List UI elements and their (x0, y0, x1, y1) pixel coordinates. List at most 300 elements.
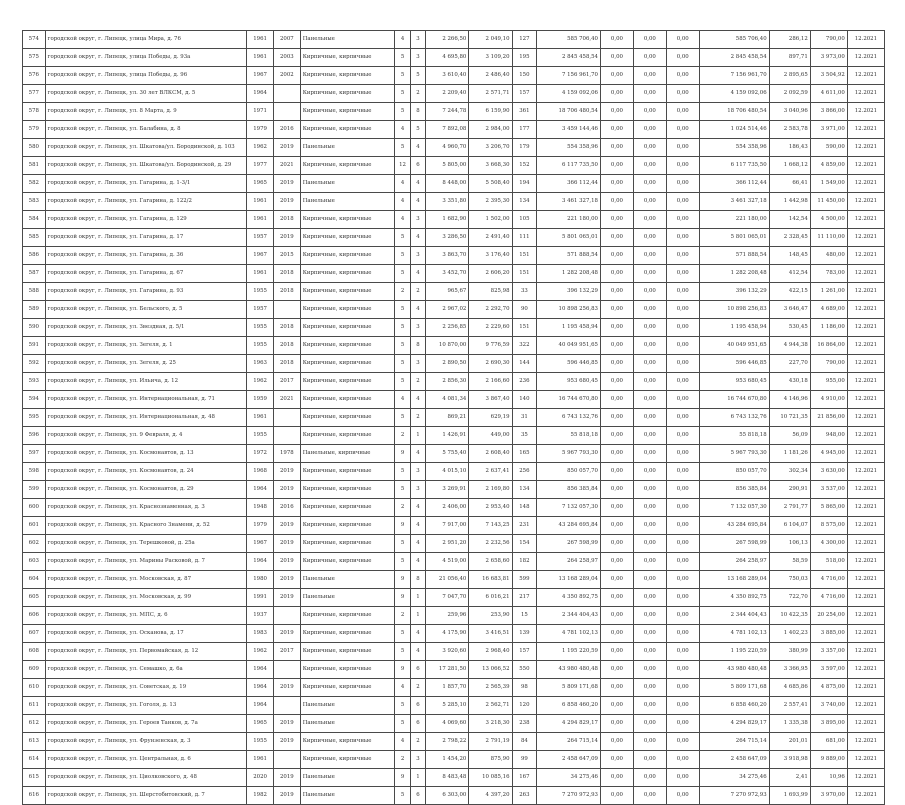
cell-year-repair: 2021 (273, 391, 300, 409)
cell-cost-per-sqm: 3 366,95 (769, 661, 810, 679)
cell-cost-per-sqm: 1 442,98 (769, 193, 810, 211)
cell-budget-cost: 0,00 (633, 85, 666, 103)
cell-local-cost: 0,00 (666, 139, 699, 157)
table-row (23, 175, 885, 193)
cell-row-number: 595 (23, 409, 46, 427)
cell-floors: 2 (395, 283, 410, 301)
cell-living-area: 2 606,20 (469, 265, 512, 283)
cell-year-built: 1980 (247, 571, 274, 589)
cell-year-repair: 2019 (273, 733, 300, 751)
cell-wall-material: Кирпичные, кирпичные (300, 211, 395, 229)
cell-completion-date: 12.2021 (847, 733, 884, 751)
cell-living-area: 2 658,60 (469, 553, 512, 571)
cell-address: городской округ, г. Липецк, ул. Семашко, д. 6а (45, 661, 247, 679)
cell-floors: 9 (395, 769, 410, 787)
cell-year-built: 1977 (247, 157, 274, 175)
cell-completion-date: 12.2021 (847, 607, 884, 625)
cell-address: городской округ, г. Липецк, ул. Интернациональная, д. 71 (45, 391, 247, 409)
cell-wall-material: Кирпичные, кирпичные (300, 355, 395, 373)
cell-row-number: 574 (23, 31, 46, 49)
cell-fund-cost: 0,00 (600, 661, 633, 679)
cell-wall-material: Кирпичные, кирпичные (300, 373, 395, 391)
cell-local-cost: 0,00 (666, 157, 699, 175)
cell-cost-per-sqm: 1 402,23 (769, 625, 810, 643)
cell-budget-cost: 0,00 (633, 121, 666, 139)
cell-living-area: 2 229,60 (469, 319, 512, 337)
cell-year-repair: 2019 (273, 481, 300, 499)
cell-row-number: 606 (23, 607, 46, 625)
cell-row-number: 607 (23, 625, 46, 643)
cell-year-repair: 2018 (273, 211, 300, 229)
cell-completion-date: 12.2021 (847, 787, 884, 805)
cell-row-number: 591 (23, 337, 46, 355)
cell-fund-cost: 0,00 (600, 553, 633, 571)
cell-wall-material: Кирпичные, кирпичные (300, 679, 395, 697)
cell-total-area: 2 798,22 (426, 733, 469, 751)
cell-budget-cost: 0,00 (633, 661, 666, 679)
cell-total-cost: 5 967 793,30 (537, 445, 601, 463)
cell-row-number: 613 (23, 733, 46, 751)
cell-total-area: 8 483,48 (426, 769, 469, 787)
cell-total-cost: 6 858 460,20 (537, 697, 601, 715)
cell-floors: 4 (395, 121, 410, 139)
cell-entrances: 4 (410, 535, 425, 553)
cell-fund-cost: 0,00 (600, 301, 633, 319)
cell-address: городской округ, г. Липецк, ул. Красного Знамени, д. 52 (45, 517, 247, 535)
cell-local-cost: 0,00 (666, 337, 699, 355)
cell-local-cost: 0,00 (666, 103, 699, 121)
cell-budget-cost: 0,00 (633, 589, 666, 607)
cell-total-cost: 7 270 972,93 (537, 787, 601, 805)
cell-completion-date: 12.2021 (847, 517, 884, 535)
cell-residents: 99 (512, 751, 537, 769)
cell-completion-date: 12.2021 (847, 553, 884, 571)
cell-fund-cost: 0,00 (600, 409, 633, 427)
cell-address: городской округ, г. Липецк, ул. МПС, д. 6 (45, 607, 247, 625)
table-row (23, 769, 885, 787)
cell-address: городской округ, г. Липецк, ул. Ильича, д. 12 (45, 373, 247, 391)
cell-total-area: 965,67 (426, 283, 469, 301)
cell-completion-date: 12.2021 (847, 139, 884, 157)
cell-total-cost: 1 195 220,59 (537, 643, 601, 661)
cell-residents: 151 (512, 265, 537, 283)
cell-living-area: 4 397,20 (469, 787, 512, 805)
cell-total-cost: 4 781 102,13 (537, 625, 601, 643)
cell-living-area: 2 232,56 (469, 535, 512, 553)
cell-year-built: 1982 (247, 787, 274, 805)
cell-floors: 2 (395, 427, 410, 445)
cell-owners-cost: 4 294 829,17 (699, 715, 769, 733)
cell-wall-material: Кирпичные, кирпичные (300, 409, 395, 427)
cell-wall-material: Кирпичные, кирпичные (300, 283, 395, 301)
cell-living-area: 2 166,60 (469, 373, 512, 391)
table-row (23, 85, 885, 103)
cell-budget-cost: 0,00 (633, 697, 666, 715)
cell-entrances: 8 (410, 103, 425, 121)
cell-residents: 151 (512, 319, 537, 337)
cell-limit-cost: 4 689,00 (810, 301, 847, 319)
cell-total-area: 3 286,50 (426, 229, 469, 247)
cell-living-area: 13 066,52 (469, 661, 512, 679)
cell-total-cost: 5 801 065,01 (537, 229, 601, 247)
cell-cost-per-sqm: 106,13 (769, 535, 810, 553)
cell-residents: 140 (512, 391, 537, 409)
cell-wall-material: Панельные (300, 571, 395, 589)
cell-total-area: 5 805,00 (426, 157, 469, 175)
cell-cost-per-sqm: 3 646,47 (769, 301, 810, 319)
cell-cost-per-sqm: 1 181,26 (769, 445, 810, 463)
cell-total-cost: 4 350 892,75 (537, 589, 601, 607)
cell-living-area: 3 416,51 (469, 625, 512, 643)
cell-row-number: 589 (23, 301, 46, 319)
cell-limit-cost: 3 357,00 (810, 643, 847, 661)
cell-total-area: 4 519,00 (426, 553, 469, 571)
cell-owners-cost: 5 801 065,01 (699, 229, 769, 247)
cell-floors: 5 (395, 85, 410, 103)
cell-address: городской округ, г. Липецк, ул. 9 Февраля, д. 4 (45, 427, 247, 445)
cell-year-repair: 2015 (273, 247, 300, 265)
cell-completion-date: 12.2021 (847, 445, 884, 463)
cell-total-cost: 6 117 735,50 (537, 157, 601, 175)
cell-living-area: 3 668,30 (469, 157, 512, 175)
cell-fund-cost: 0,00 (600, 787, 633, 805)
cell-limit-cost: 3 597,00 (810, 661, 847, 679)
cell-row-number: 602 (23, 535, 46, 553)
cell-total-cost: 267 598,99 (537, 535, 601, 553)
cell-row-number: 601 (23, 517, 46, 535)
cell-limit-cost: 1 549,00 (810, 175, 847, 193)
cell-year-built: 1965 (247, 715, 274, 733)
cell-year-built: 1964 (247, 481, 274, 499)
cell-owners-cost: 4 159 092,06 (699, 85, 769, 103)
cell-total-area: 259,96 (426, 607, 469, 625)
cell-total-cost: 221 180,00 (537, 211, 601, 229)
cell-local-cost: 0,00 (666, 67, 699, 85)
cell-address: городской округ, г. Липецк, ул. Марины Расковой, д. 7 (45, 553, 247, 571)
cell-completion-date: 12.2021 (847, 67, 884, 85)
cell-floors: 5 (395, 409, 410, 427)
cell-residents: 182 (512, 553, 537, 571)
cell-year-repair: 2017 (273, 373, 300, 391)
cell-row-number: 579 (23, 121, 46, 139)
cell-total-cost: 850 057,70 (537, 463, 601, 481)
cell-floors: 5 (395, 301, 410, 319)
cell-owners-cost: 1 195 458,94 (699, 319, 769, 337)
cell-fund-cost: 0,00 (600, 193, 633, 211)
cell-fund-cost: 0,00 (600, 103, 633, 121)
cell-row-number: 598 (23, 463, 46, 481)
cell-cost-per-sqm: 1 693,99 (769, 787, 810, 805)
cell-total-area: 4 015,10 (426, 463, 469, 481)
housing-register-table (22, 30, 885, 805)
cell-fund-cost: 0,00 (600, 355, 633, 373)
cell-owners-cost: 18 706 480,54 (699, 103, 769, 121)
cell-row-number: 577 (23, 85, 46, 103)
cell-wall-material: Кирпичные, кирпичные (300, 337, 395, 355)
cell-year-repair (273, 697, 300, 715)
cell-living-area: 7 143,25 (469, 517, 512, 535)
cell-total-area: 4 069,60 (426, 715, 469, 733)
cell-total-cost: 55 818,18 (537, 427, 601, 445)
cell-total-area: 10 870,00 (426, 337, 469, 355)
cell-fund-cost: 0,00 (600, 121, 633, 139)
cell-row-number: 605 (23, 589, 46, 607)
table-row (23, 643, 885, 661)
cell-completion-date: 12.2021 (847, 193, 884, 211)
cell-cost-per-sqm: 201,01 (769, 733, 810, 751)
cell-wall-material: Кирпичные, кирпичные (300, 391, 395, 409)
cell-limit-cost: 3 973,00 (810, 49, 847, 67)
cell-floors: 5 (395, 643, 410, 661)
cell-year-built: 1964 (247, 661, 274, 679)
cell-residents: 231 (512, 517, 537, 535)
cell-fund-cost: 0,00 (600, 751, 633, 769)
cell-row-number: 581 (23, 157, 46, 175)
cell-local-cost: 0,00 (666, 553, 699, 571)
cell-fund-cost: 0,00 (600, 265, 633, 283)
cell-wall-material: Кирпичные, кирпичные (300, 49, 395, 67)
cell-total-cost: 34 275,46 (537, 769, 601, 787)
cell-limit-cost: 1 261,00 (810, 283, 847, 301)
cell-living-area: 2 953,40 (469, 499, 512, 517)
cell-budget-cost: 0,00 (633, 211, 666, 229)
cell-completion-date: 12.2021 (847, 319, 884, 337)
cell-completion-date: 12.2021 (847, 643, 884, 661)
cell-owners-cost: 571 888,54 (699, 247, 769, 265)
table-row (23, 463, 885, 481)
cell-fund-cost: 0,00 (600, 607, 633, 625)
cell-owners-cost: 7 270 972,93 (699, 787, 769, 805)
table-row (23, 211, 885, 229)
cell-entrances: 1 (410, 607, 425, 625)
cell-limit-cost: 790,00 (810, 31, 847, 49)
cell-completion-date: 12.2021 (847, 571, 884, 589)
cell-cost-per-sqm: 4 944,38 (769, 337, 810, 355)
cell-total-cost: 2 344 404,43 (537, 607, 601, 625)
cell-budget-cost: 0,00 (633, 247, 666, 265)
cell-local-cost: 0,00 (666, 571, 699, 589)
table-row (23, 445, 885, 463)
table-row (23, 265, 885, 283)
cell-year-repair: 2019 (273, 139, 300, 157)
cell-budget-cost: 0,00 (633, 499, 666, 517)
cell-fund-cost: 0,00 (600, 31, 633, 49)
cell-limit-cost: 518,00 (810, 553, 847, 571)
cell-year-built: 1955 (247, 337, 274, 355)
cell-entrances: 1 (410, 769, 425, 787)
cell-owners-cost: 953 680,45 (699, 373, 769, 391)
cell-local-cost: 0,00 (666, 175, 699, 193)
cell-completion-date: 12.2021 (847, 157, 884, 175)
cell-year-built: 1961 (247, 409, 274, 427)
cell-row-number: 603 (23, 553, 46, 571)
cell-residents: 90 (512, 301, 537, 319)
cell-total-area: 2 406,00 (426, 499, 469, 517)
cell-residents: 599 (512, 571, 537, 589)
cell-entrances: 4 (410, 301, 425, 319)
cell-row-number: 615 (23, 769, 46, 787)
cell-limit-cost: 3 537,00 (810, 481, 847, 499)
cell-completion-date: 12.2021 (847, 589, 884, 607)
cell-residents: 194 (512, 175, 537, 193)
cell-floors: 5 (395, 139, 410, 157)
cell-entrances: 8 (410, 337, 425, 355)
table-row (23, 31, 885, 49)
cell-year-built: 1983 (247, 625, 274, 643)
cell-address: городской округ, г. Липецк, ул. 8 Марта, д. 9 (45, 103, 247, 121)
table-row (23, 679, 885, 697)
cell-limit-cost: 4 500,00 (810, 211, 847, 229)
cell-cost-per-sqm: 722,70 (769, 589, 810, 607)
cell-year-repair: 2018 (273, 319, 300, 337)
cell-entrances: 4 (410, 229, 425, 247)
cell-completion-date: 12.2021 (847, 103, 884, 121)
cell-floors: 5 (395, 697, 410, 715)
cell-local-cost: 0,00 (666, 445, 699, 463)
cell-year-repair: 2019 (273, 589, 300, 607)
cell-floors: 4 (395, 733, 410, 751)
cell-living-area: 2 968,40 (469, 643, 512, 661)
cell-completion-date: 12.2021 (847, 373, 884, 391)
cell-floors: 5 (395, 787, 410, 805)
cell-year-built: 1961 (247, 211, 274, 229)
cell-year-built: 1971 (247, 103, 274, 121)
cell-residents: 165 (512, 445, 537, 463)
cell-year-repair: 2019 (273, 625, 300, 643)
cell-floors: 12 (395, 157, 410, 175)
cell-address: городской округ, г. Липецк, ул. Центральная, д. 6 (45, 751, 247, 769)
cell-completion-date: 12.2021 (847, 337, 884, 355)
cell-fund-cost: 0,00 (600, 337, 633, 355)
cell-budget-cost: 0,00 (633, 733, 666, 751)
cell-local-cost: 0,00 (666, 697, 699, 715)
cell-living-area: 5 508,40 (469, 175, 512, 193)
cell-budget-cost: 0,00 (633, 787, 666, 805)
cell-floors: 5 (395, 337, 410, 355)
cell-cost-per-sqm: 3 040,96 (769, 103, 810, 121)
cell-local-cost: 0,00 (666, 661, 699, 679)
cell-residents: 98 (512, 679, 537, 697)
cell-total-cost: 18 706 480,54 (537, 103, 601, 121)
cell-cost-per-sqm: 58,59 (769, 553, 810, 571)
cell-residents: 256 (512, 463, 537, 481)
cell-year-repair: 2018 (273, 337, 300, 355)
cell-limit-cost: 20 254,00 (810, 607, 847, 625)
cell-wall-material: Кирпичные, кирпичные (300, 103, 395, 121)
cell-limit-cost: 3 630,00 (810, 463, 847, 481)
cell-floors: 4 (395, 193, 410, 211)
cell-cost-per-sqm: 10 721,35 (769, 409, 810, 427)
cell-owners-cost: 4 781 102,13 (699, 625, 769, 643)
cell-address: городской округ, г. Липецк, ул. Циолковского, д. 48 (45, 769, 247, 787)
cell-local-cost: 0,00 (666, 535, 699, 553)
cell-local-cost: 0,00 (666, 499, 699, 517)
cell-total-cost: 13 168 289,04 (537, 571, 601, 589)
cell-address: городской округ, г. Липецк, ул. Гагарина, д. 67 (45, 265, 247, 283)
cell-total-cost: 4 294 829,17 (537, 715, 601, 733)
cell-completion-date: 12.2021 (847, 355, 884, 373)
cell-entrances: 3 (410, 463, 425, 481)
table-row (23, 751, 885, 769)
cell-total-area: 3 610,40 (426, 67, 469, 85)
table-row (23, 103, 885, 121)
cell-residents: 127 (512, 31, 537, 49)
cell-limit-cost: 5 865,00 (810, 499, 847, 517)
cell-floors: 4 (395, 679, 410, 697)
cell-row-number: 596 (23, 427, 46, 445)
cell-residents: 31 (512, 409, 537, 427)
cell-total-cost: 2 458 647,09 (537, 751, 601, 769)
cell-year-repair (273, 427, 300, 445)
cell-entrances: 6 (410, 697, 425, 715)
cell-floors: 5 (395, 247, 410, 265)
cell-address: городской округ, г. Липецк, ул. Героев Танков, д. 7а (45, 715, 247, 733)
cell-fund-cost: 0,00 (600, 157, 633, 175)
cell-cost-per-sqm: 290,91 (769, 481, 810, 499)
cell-limit-cost: 4 945,00 (810, 445, 847, 463)
cell-wall-material: Панельные (300, 31, 395, 49)
cell-living-area: 3 218,30 (469, 715, 512, 733)
cell-entrances: 4 (410, 517, 425, 535)
cell-completion-date: 12.2021 (847, 31, 884, 49)
cell-local-cost: 0,00 (666, 481, 699, 499)
cell-local-cost: 0,00 (666, 373, 699, 391)
cell-owners-cost: 1 282 208,48 (699, 265, 769, 283)
cell-wall-material: Кирпичные, кирпичные (300, 643, 395, 661)
register-rows (23, 31, 885, 805)
cell-total-area: 7 244,78 (426, 103, 469, 121)
cell-residents: 134 (512, 481, 537, 499)
cell-budget-cost: 0,00 (633, 625, 666, 643)
table-row (23, 49, 885, 67)
cell-fund-cost: 0,00 (600, 319, 633, 337)
cell-limit-cost: 4 875,00 (810, 679, 847, 697)
cell-completion-date: 12.2021 (847, 175, 884, 193)
cell-year-repair (273, 103, 300, 121)
cell-address: городской округ, г. Липецк, улица Мира, д. 76 (45, 31, 247, 49)
cell-floors: 4 (395, 211, 410, 229)
cell-total-cost: 5 809 171,68 (537, 679, 601, 697)
cell-completion-date: 12.2021 (847, 391, 884, 409)
cell-living-area: 629,19 (469, 409, 512, 427)
cell-budget-cost: 0,00 (633, 265, 666, 283)
cell-year-repair: 2002 (273, 67, 300, 85)
table-row (23, 355, 885, 373)
cell-budget-cost: 0,00 (633, 373, 666, 391)
cell-total-cost: 4 159 092,06 (537, 85, 601, 103)
table-row (23, 301, 885, 319)
cell-local-cost: 0,00 (666, 301, 699, 319)
cell-completion-date: 12.2021 (847, 769, 884, 787)
cell-residents: 111 (512, 229, 537, 247)
cell-year-built: 1961 (247, 265, 274, 283)
cell-residents: 157 (512, 643, 537, 661)
cell-row-number: 599 (23, 481, 46, 499)
cell-row-number: 587 (23, 265, 46, 283)
cell-fund-cost: 0,00 (600, 697, 633, 715)
cell-wall-material: Панельные (300, 787, 395, 805)
cell-entrances: 5 (410, 67, 425, 85)
cell-budget-cost: 0,00 (633, 355, 666, 373)
cell-limit-cost: 4 716,00 (810, 589, 847, 607)
cell-wall-material: Кирпичные, кирпичные (300, 265, 395, 283)
cell-completion-date: 12.2021 (847, 265, 884, 283)
cell-budget-cost: 0,00 (633, 445, 666, 463)
cell-living-area: 875,90 (469, 751, 512, 769)
cell-living-area: 1 502,00 (469, 211, 512, 229)
cell-owners-cost: 850 057,70 (699, 463, 769, 481)
cell-cost-per-sqm: 286,12 (769, 31, 810, 49)
